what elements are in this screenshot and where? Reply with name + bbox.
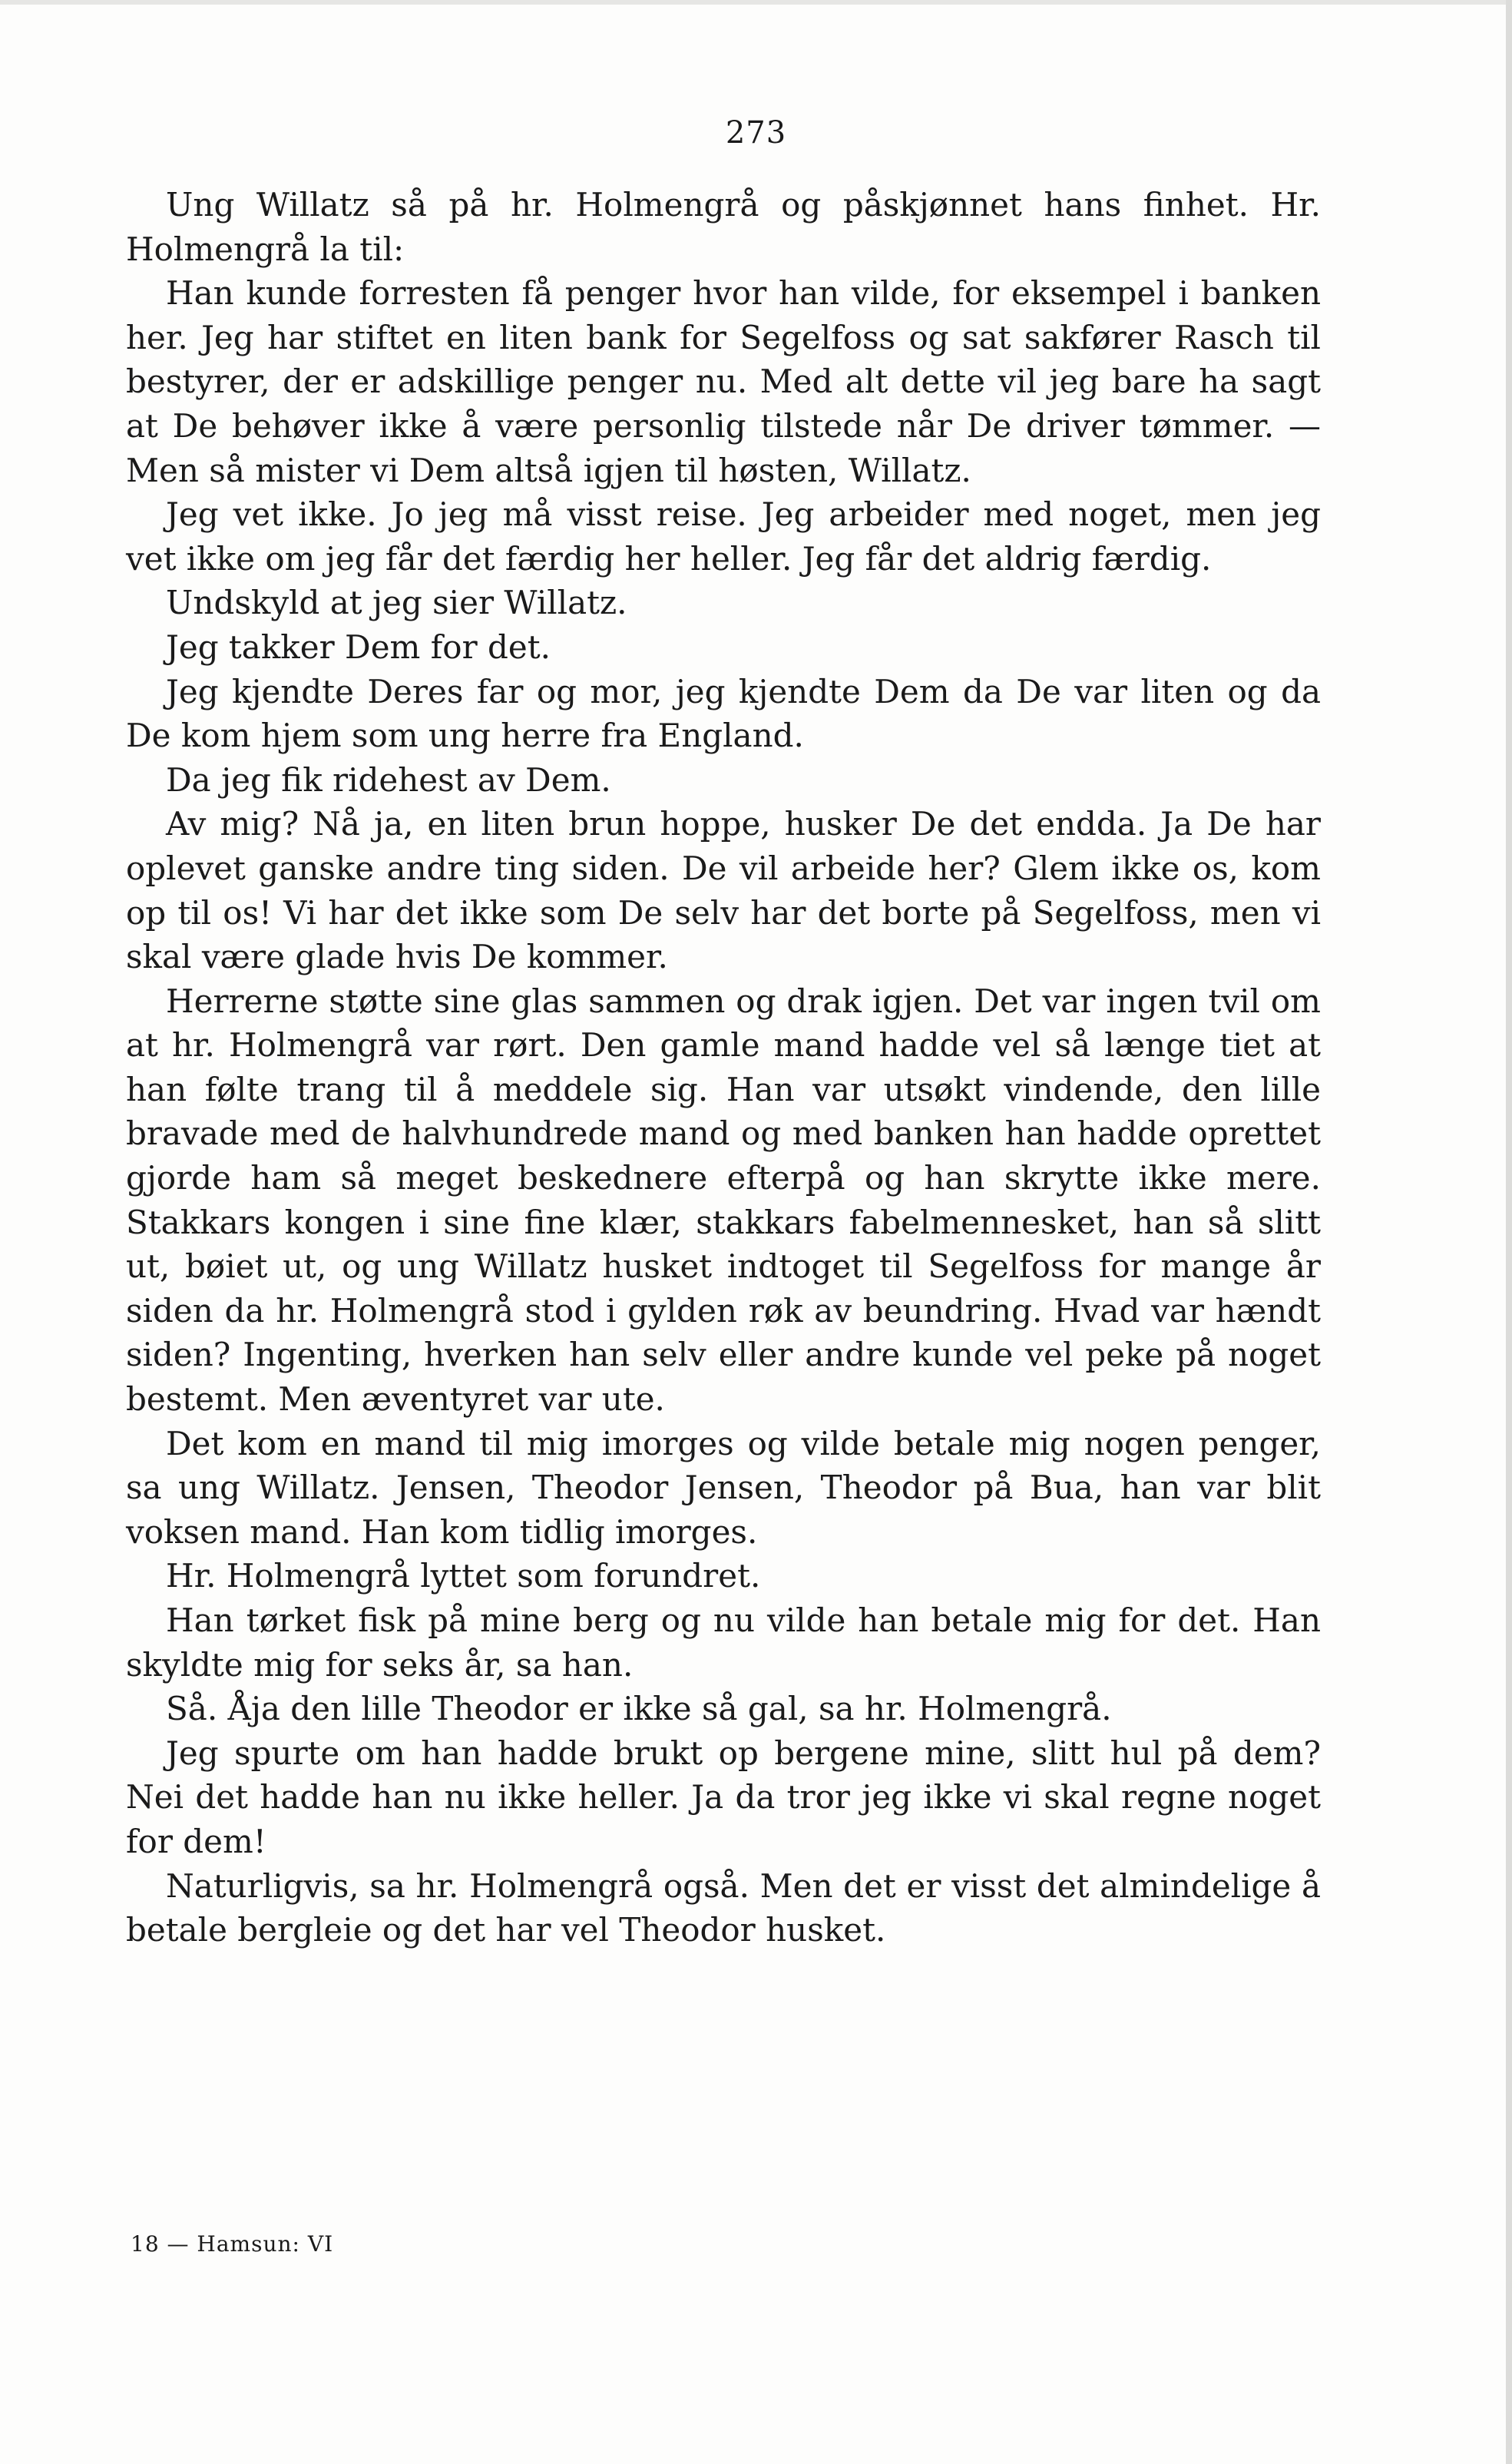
paragraph: Det kom en mand til mig imorges og vilde betale mig nogen penger, sa ung Willatz. Jensen, Theodor Jensen, Theodor på Bua, han var blit voksen mand. Han kom tidlig imorges. — [126, 1424, 1321, 1551]
paragraph: Så. Åja den lille Theodor er ikke så gal, sa hr. Holmengrå. — [166, 1690, 1112, 1728]
paragraph: Hr. Holmengrå lyttet som forundret. — [166, 1557, 761, 1595]
page-edge-right — [1506, 0, 1512, 2464]
paragraph: Jeg spurte om han hadde brukt op bergene mine, slitt hul på dem? Nei det hadde han nu ikke heller. Ja da tror jeg ikke vi skal regne noget for dem! — [126, 1734, 1321, 1860]
page-number: 273 — [725, 115, 787, 151]
paragraph: Herrerne støtte sine glas sammen og drak igjen. Det var ingen tvil om at hr. Holmengrå var rørt. Den gamle mand hadde vel så længe tiet at han følte trang til å meddele sig. Han var utsøkt vindende, den lille bravade med de halvhundrede mand og med banken han hadde oprettet gjorde ham så meget beskednere efterpå og han skrytte ikke mere. Stakkars kongen i sine fine klær, stakkars fabelmennesket, han så slitt ut, bøiet ut, og ung Willatz husket indtoget til Segelfoss for mange år siden da hr. Holmengrå stod i gylden røk av beundring. Hvad var hændt siden? Ingenting, hverken han selv eller andre kunde vel peke på noget bestemt. Men æventyret var ute. — [126, 982, 1321, 1419]
paragraph: Naturligvis, sa hr. Holmengrå også. Men det er visst det almindelige å betale bergleie og det har vel Theodor husket. — [126, 1866, 1321, 1949]
signature-footer: 18 — Hamsun: VI — [131, 2231, 334, 2257]
paragraph: Jeg kjendte Deres far og mor, jeg kjendte Dem da De var liten og da De kom hjem som ung herre fra England. — [126, 672, 1321, 755]
page-edge-top — [0, 0, 1512, 5]
paragraph: Av mig? Nå ja, en liten brun hoppe, husker De det endda. Ja De har oplevet ganske andre ting siden. De vil arbeide her? Glem ikke os, kom op til os! Vi har det ikke som De selv har det borte på Segelfoss, men vi skal være glade hvis De kommer. — [126, 805, 1321, 976]
paragraph: Han kunde forresten få penger hvor han vilde, for eksempel i banken her. Jeg har stiftet en liten bank for Segelfoss og sat sakfører Rasch til bestyrer, der er adskillige penger nu. Med alt dette vil jeg bare ha sagt at De behøver ikke å være personlig tilstede når De driver tømmer. — Men så mister vi Dem altså igjen til høsten, Willatz. — [126, 274, 1321, 489]
paragraph: Da jeg fik ridehest av Dem. — [166, 760, 611, 799]
paragraph: Jeg vet ikke. Jo jeg må visst reise. Jeg arbeider med noget, men jeg vet ikke om jeg får det færdig her heller. Jeg får det aldrig færdig. — [126, 495, 1321, 578]
paragraph: Jeg takker Dem for det. — [166, 628, 551, 666]
body-text — [126, 183, 1321, 1952]
paragraph: Han tørket fisk på mine berg og nu vilde han betale mig for det. Han skyldte mig for seks år, sa han. — [126, 1601, 1321, 1684]
paragraph: Ung Willatz så på hr. Holmengrå og påskjønnet hans finhet. Hr. Holmengrå la til: — [126, 186, 1321, 268]
paragraph: Undskyld at jeg sier Willatz. — [166, 584, 627, 622]
